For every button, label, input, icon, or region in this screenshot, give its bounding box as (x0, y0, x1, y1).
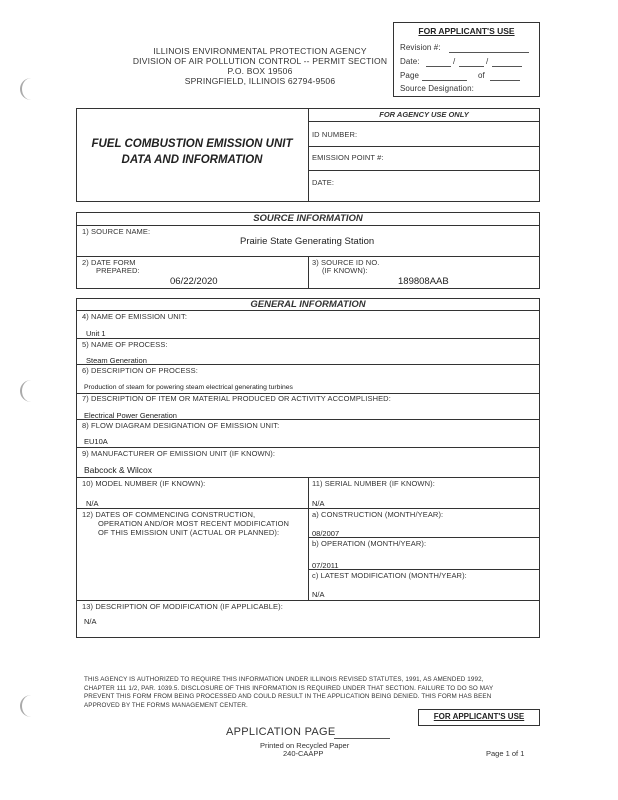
q12a-value: 08/2007 (312, 529, 340, 538)
page-field[interactable] (422, 80, 467, 81)
footer-applicant-use-box (418, 709, 540, 726)
q7-label: 7) DESCRIPTION OF ITEM OR MATERIAL PRODUCED OR ACTIVITY ACCOMPLISHED: (82, 394, 391, 403)
q10-label: 10) MODEL NUMBER (IF KNOWN): (82, 479, 206, 488)
agency-date-label: DATE: (312, 178, 335, 187)
q12b-value: 07/2011 (312, 561, 339, 570)
revision-field[interactable] (449, 52, 529, 53)
page-label: Page (400, 71, 420, 80)
legal-notice-line3: PREVENT THIS FORM FROM BEING PROCESSED AND COULD RESULT IN THE APPLICATION BEING DENIED. THIS FORM HAS BEEN (84, 693, 492, 701)
date-form-label: 2) DATE FORM (82, 258, 136, 267)
form-number: 240-CAAPP (283, 749, 324, 758)
q12a-label: a) CONSTRUCTION (MONTH/YEAR): (312, 510, 444, 519)
source-id-label-cont: (IF KNOWN): (322, 266, 368, 275)
form-title-line2: DATA AND INFORMATION (121, 154, 263, 166)
date-form-value: 06/22/2020 (170, 276, 218, 287)
agency-header (110, 46, 410, 86)
q7-value: Electrical Power Generation (84, 411, 177, 420)
agency-header-line2: DIVISION OF AIR POLLUTION CONTROL -- PERMIT SECTION (132, 56, 388, 66)
legal-notice-line4: APPROVED BY THE FORMS MANAGEMENT CENTER. (84, 701, 248, 709)
binding-mark (20, 78, 36, 100)
legal-notice-line2: CHAPTER 111 1/2, PAR. 1039.5. DISCLOSURE OF THIS INFORMATION IS REQUIRED UNDER THAT SECTION. FAILURE TO DO SO MAY (84, 684, 494, 692)
date-month-field[interactable] (426, 66, 451, 67)
q5-value: Steam Generation (86, 356, 147, 365)
source-name-label: 1) SOURCE NAME: (82, 227, 151, 236)
binding-mark (20, 695, 36, 717)
date-separator: / (453, 57, 456, 66)
agency-header-line3: P.O. BOX 19506 (227, 66, 293, 76)
q9-label: 9) MANUFACTURER OF EMISSION UNIT (IF KNOWN): (82, 449, 276, 458)
of-label: of (478, 71, 485, 80)
q11-value: N/A (312, 499, 325, 508)
id-number-label: ID NUMBER: (312, 130, 358, 139)
emission-point-label: EMISSION POINT #: (312, 153, 384, 162)
applicant-use-title: FOR APPLICANT'S USE (418, 26, 515, 36)
q12b-label: b) OPERATION (MONTH/YEAR): (312, 539, 427, 548)
revision-label: Revision #: (400, 43, 441, 52)
q6-value: Production of steam for powering steam electrical generating turbines (84, 384, 293, 391)
application-page-label: APPLICATION PAGE (226, 726, 336, 738)
agency-header-line1: ILLINOIS ENVIRONMENTAL PROTECTION AGENCY (153, 46, 367, 56)
binding-mark (20, 380, 36, 402)
q4-value: Unit 1 (86, 329, 106, 338)
q12-label-cont2: OF THIS EMISSION UNIT (ACTUAL OR PLANNED): (98, 528, 280, 537)
date-form-label-cont: PREPARED: (96, 266, 140, 275)
applicant-use-box (393, 22, 540, 97)
q13-value: N/A (84, 617, 97, 626)
date-day-field[interactable] (459, 66, 484, 67)
source-designation-label: Source Designation: (400, 84, 474, 93)
application-page-field[interactable] (334, 738, 390, 739)
form-title (76, 136, 308, 168)
page-of: Page 1 of 1 (486, 749, 525, 758)
source-information-title: SOURCE INFORMATION (253, 213, 363, 224)
footer-applicant-use-title: FOR APPLICANT'S USE (433, 712, 525, 721)
page-total-field[interactable] (490, 80, 520, 81)
q10-value: N/A (86, 499, 99, 508)
date-year-field[interactable] (492, 66, 522, 67)
general-information-title: GENERAL INFORMATION (250, 299, 366, 310)
agency-header-line4: SPRINGFIELD, ILLINOIS 62794-9506 (184, 76, 336, 86)
q4-label: 4) NAME OF EMISSION UNIT: (82, 312, 188, 321)
form-title-line1: FUEL COMBUSTION EMISSION UNIT (91, 138, 293, 150)
q9-value: Babcock & Wilcox (84, 465, 153, 475)
printed-on-recycled-paper: Printed on Recycled Paper (260, 741, 350, 750)
q8-label: 8) FLOW DIAGRAM DESIGNATION OF EMISSION UNIT: (82, 421, 280, 430)
q12-label: 12) DATES OF COMMENCING CONSTRUCTION, (82, 510, 256, 519)
source-name-value: Prairie State Generating Station (240, 236, 375, 247)
q12c-label: c) LATEST MODIFICATION (MONTH/YEAR): (312, 571, 467, 580)
q13-label: 13) DESCRIPTION OF MODIFICATION (IF APPLICABLE): (82, 602, 283, 611)
q12-label-cont1: OPERATION AND/OR MOST RECENT MODIFICATION (98, 519, 290, 528)
source-id-value: 189808AAB (398, 276, 449, 287)
date-separator: / (486, 57, 489, 66)
date-label: Date: (400, 57, 420, 66)
legal-notice-line1: THIS AGENCY IS AUTHORIZED TO REQUIRE THIS INFORMATION UNDER ILLINOIS REVISED STATUTES, 1991, AS AMENDED 1992, (84, 676, 484, 683)
source-id-label: 3) SOURCE ID NO. (312, 258, 380, 267)
q11-label: 11) SERIAL NUMBER (IF KNOWN): (312, 479, 435, 488)
q12c-value: N/A (312, 590, 325, 599)
agency-use-title: FOR AGENCY USE ONLY (379, 110, 469, 119)
q5-label: 5) NAME OF PROCESS: (82, 340, 168, 349)
q8-value: EU10A (84, 437, 108, 446)
legal-notice (84, 676, 544, 710)
q6-label: 6) DESCRIPTION OF PROCESS: (82, 366, 198, 375)
